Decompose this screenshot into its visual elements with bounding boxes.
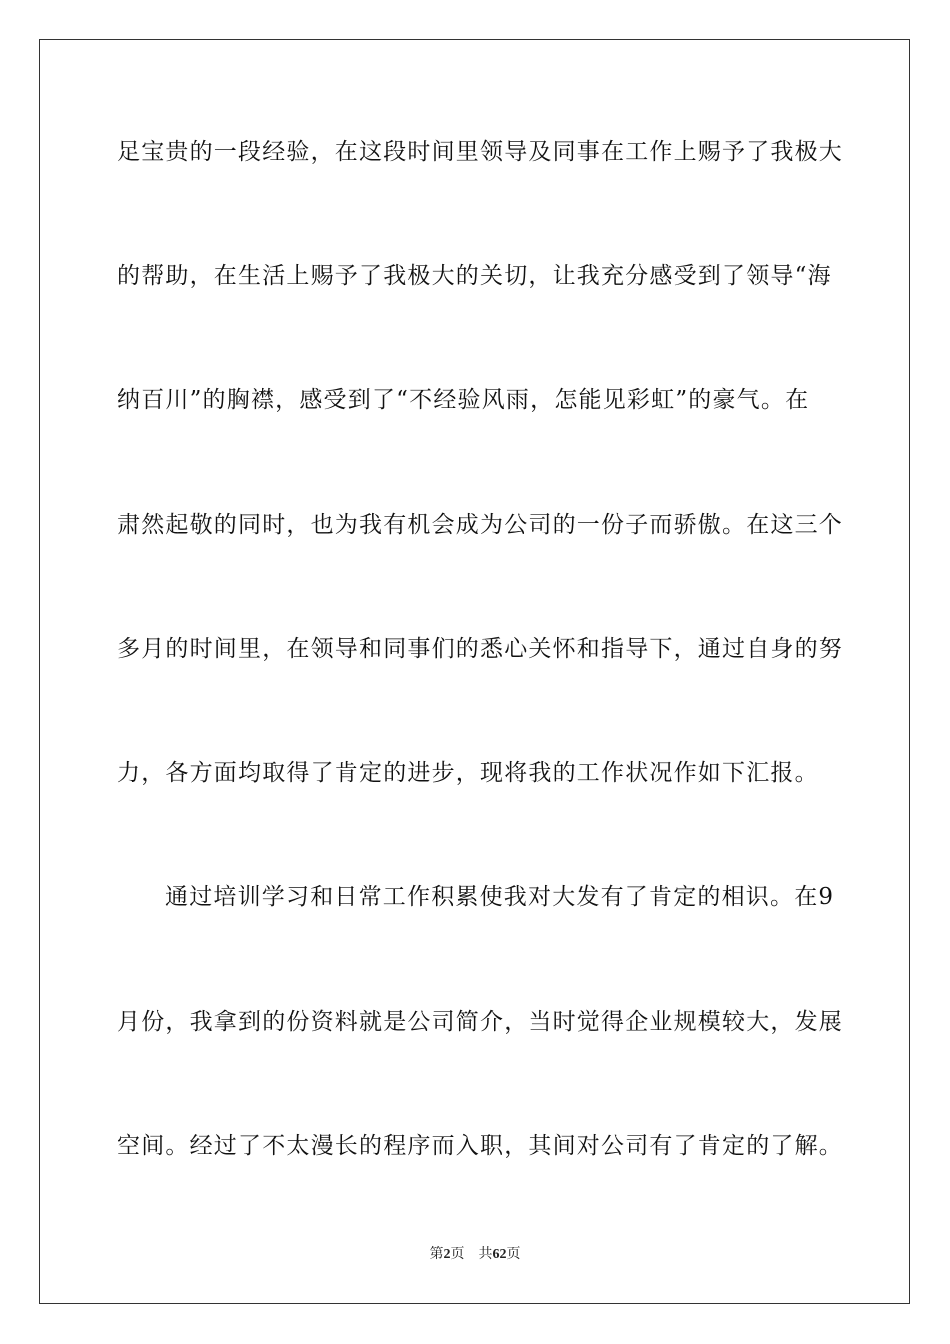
page-suffix: 页 — [450, 1246, 465, 1262]
text-line: 力，各方面均取得了肯定的进步，现将我的工作状况作如下汇报。 — [117, 760, 819, 786]
page-border — [39, 39, 910, 1304]
page-number: 2 — [443, 1247, 451, 1262]
text-line: 多月的时间里，在领导和同事们的悉心关怀和指导下，通过自身的努 — [117, 636, 843, 662]
text-line: 肃然起敬的同时，也为我有机会成为公司的一份子而骄傲。在这三个 — [117, 512, 843, 538]
page-prefix: 第 — [429, 1246, 444, 1262]
page-footer — [0, 1245, 950, 1264]
text-line: 纳百川”的胸襟，感受到了“不经验风雨，怎能见彩虹”的豪气。在 — [117, 387, 810, 413]
total-pages: 62 — [492, 1247, 507, 1262]
total-prefix: 共 — [478, 1246, 493, 1262]
text-line: 的帮助，在生活上赐予了我极大的关切，让我充分感受到了领导“海 — [117, 263, 832, 289]
total-suffix: 页 — [506, 1246, 521, 1262]
text-line: 足宝贵的一段经验，在这段时间里领导及同事在工作上赐予了我极大 — [117, 139, 843, 165]
text-line: 月份，我拿到的份资料就是公司简介，当时觉得企业规模较大，发展 — [117, 1009, 843, 1035]
paragraph-first-line: 通过培训学习和日常工作积累使我对大发有了肯定的相识。在9 — [165, 884, 835, 910]
text-line: 空间。经过了不太漫长的程序而入职，其间对公司有了肯定的了解。 — [117, 1133, 843, 1159]
